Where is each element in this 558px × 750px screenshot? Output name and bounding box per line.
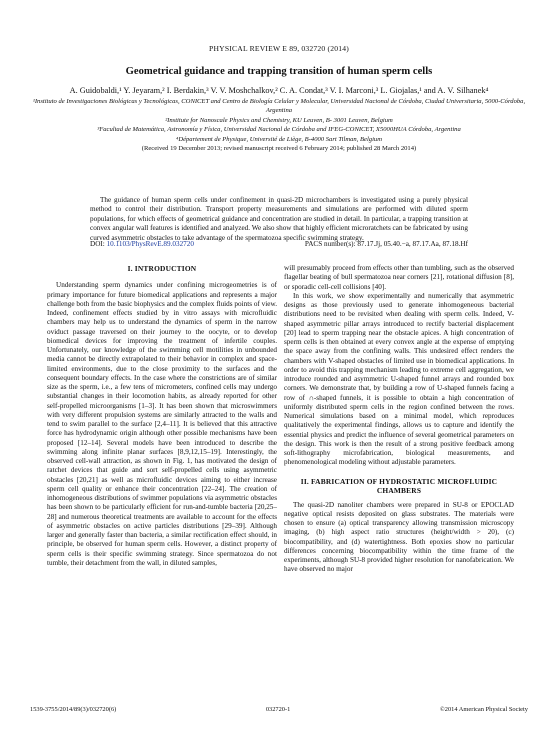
journal-header: PHYSICAL REVIEW E 89, 032720 (2014) — [209, 44, 349, 53]
introduction-paragraph-2: In this work, we show experimentally and numerically that asymmetric designs as those previously used to generate inhomogeneous bacterial distributions need to be revisited when dealing with sperm cells. Indeed, V-shaped asymmetric pillar arrays introduced to rectify bacterial displacement [20] lead to sperm trapping near the obstacle apices. A high concentration of sperm cells is then obtained at every convex angle at the expense of emptying the space away from the confining walls. This undesired effect renders the chambers with V-shaped obstacles of limited use in biomedical applications. In order to avoid this trapping mechanism leading to extreme cell aggregation, we introduce rounded and asymmetric U-shaped funnel arrays and rounded box corners. We demonstrate that, by building a row of U-shaped funnels facing a row of ∩-shaped funnels, it is possible to obtain a high concentration of uniformly distributed sperm cells in the region confined between the rows. Numerical simulations based on a minimal model, which reproduces qualitatively the experimental findings, allows us to capture and identify the essential physics and predict the influence of several geometrical parameters on the design. This work is then the result of a strong positive feedback among soft-lithography microfabrication, biological measurements, and phenomenological modeling without adjustable parameters. — [284, 291, 514, 467]
footer-issn: 1539-3755/2014/89(3)/032720(6) — [30, 706, 117, 713]
introduction-paragraph: Understanding sperm dynamics under confining microgeometries is of primary importance for future biomedical applications and represents a major challenge both from the basic biophysics and the complex fluids points of view. Indeed, confinement effects studied by in vitro assays with microfluidic chambers may help us to understand the dynamics of sperm in the narrow oviduct passage traversed on their journey to the oocyte, or to develop biomedical devices for improving the treatment of infertile couples. Unfortunately, our knowledge of the swimming cell motilities in unbounded media cannot be directly extrapolated to their behavior in complex and space-limited environments, due to the close proximity to the surfaces and the consequent boundary effects. In the case where the constrictions are of similar size as the sperm, i.e., a few tens of micrometers, confined cells may undergo substantial changes in their locomotion habits, as already reported for other self-propelled microorganisms [1–3]. It has been shown that microswimmers with very different propulsion systems are similarly attracted to the walls and tend to swim parallel to the surface [2,4–11]. It is believed that this attractive force has hydrodynamic origin although other possible mechanisms have been proposed [12–14]. Several models have been introduced to describe the swimming along infinite planar surfaces [8,9,12,15–19]. Interestingly, the observed cell-wall attraction, as shown in Fig. 1, has motivated the design of ratchet devices that guide and sort self-propelled cells using asymmetric obstacles [20,21] as well as microfluidic devices aiming to either increase sperm cell quality or enhance their concentration [22–24]. The creation of inhomogeneous distributions of swimmer populations via asymmetric obstacles has been shown to be particularly efficient for run-and-tumble bacteria [20,25–28] and numerous theoretical treatments are available to account for the effects of asymmetric obstacles on active particles distributions [29–39]. Although larger and generally faster than bacteria, a similar rectification effect should, in principle, be observed for human sperm cells. However, a distinct property of sperm cells is their specific swimming strategy. Since spermatozoa do not tumble, their detachment from the wall, in diluted samples, — [47, 281, 277, 567]
introduction-continuation: will presumably proceed from effects other than tumbling, such as the observed flagellar beating of bull spermatozoa near corners [21], rotational diffusion [8], or sporadic cell-cell collisions [40]. — [284, 264, 514, 291]
affiliations — [30, 97, 528, 153]
pacs-numbers: PACS number(s): 87.17.Jj, 05.40.−a, 87.17.Aa, 87.18.Hf — [304, 240, 468, 248]
doi-link[interactable]: 10.1103/PhysRevE.89.032720 — [106, 240, 194, 248]
received-dates: (Received 19 December 2013; revised manuscript received 6 February 2014; published 28 March 2014) — [141, 145, 417, 153]
author-list: A. Guidobaldi,¹ Y. Jeyaram,² I. Berdakin,³ V. V. Moshchalkov,² C. A. Condat,³ V. I. Marconi,³ L. Giojalas,¹ and A. V. Silhanek⁴ — [69, 86, 489, 95]
affiliation-3: ³Facultad de Matemática, Astronomía y Física, Universidad Nacional de Córdoba and IFEG-CONICET, X5000HUA Córdoba, Argentina — [97, 126, 461, 134]
paper-title: Geometrical guidance and trapping transition of human sperm cells — [125, 66, 433, 77]
left-column — [47, 264, 277, 568]
affiliation-4: ⁴Département de Physique, Université de Liège, B-4000 Sart Tilman, Belgium — [176, 135, 382, 143]
doi-label: DOI: — [90, 240, 105, 248]
right-column — [284, 264, 514, 575]
footer-page-number: 032720-1 — [265, 706, 291, 713]
doi-pacs-line — [90, 240, 468, 248]
fabrication-paragraph: The quasi-2D nanoliter chambers were prepared in SU-8 or EPOCLAD negative optical resists deposited on glass substrates. The materials were chosen to ensure (a) optical transparency allowing transmission microscopy imaging, (b) high aspect ratio structures (height/width > 20), (c) biocompatibility, and (d) watertightness. Both epoxies show no particular differences concerning biocompatibility within the time frame of the experiments, although SU-8 provided higher resolution for nanofabrication. We have observed no major — [284, 500, 514, 574]
doi-block — [90, 240, 194, 248]
affiliation-1: ¹Instituto de Investigaciones Biológicas y Tecnológicas, CONICET and Centro de Biología Celular y Molecular, Universidad Nacional de Córdoba, Ciudad Universitaria, 5000-Córdoba, Argentina — [32, 98, 526, 115]
affiliation-2: ²Institute for Nanoscale Physics and Chemistry, KU Leuven, B- 3001 Leuven, Belgium — [165, 116, 393, 124]
section-2-title: II. FABRICATION OF HYDROSTATIC MICROFLUIDIC CHAMBERS — [300, 476, 498, 495]
section-1-title: I. INTRODUCTION — [127, 264, 197, 273]
abstract: The guidance of human sperm cells under confinement in quasi-2D microchambers is investigated using a purely physical method to control their distribution. Transport property measurements and simulations are performed with diluted sperm populations, for which effects of geometrical guidance and concentration are studied in detail. In particular, a trapping transition at convex angular wall features is identified and analyzed. We also show that highly efficient microratchets can be fabricated by using curved asymmetric obstacles to take advantage of the spermatozoa specific swimming strategy. — [90, 196, 468, 242]
footer-copyright: ©2014 American Physical Society — [439, 706, 528, 713]
page-footer — [30, 706, 528, 713]
